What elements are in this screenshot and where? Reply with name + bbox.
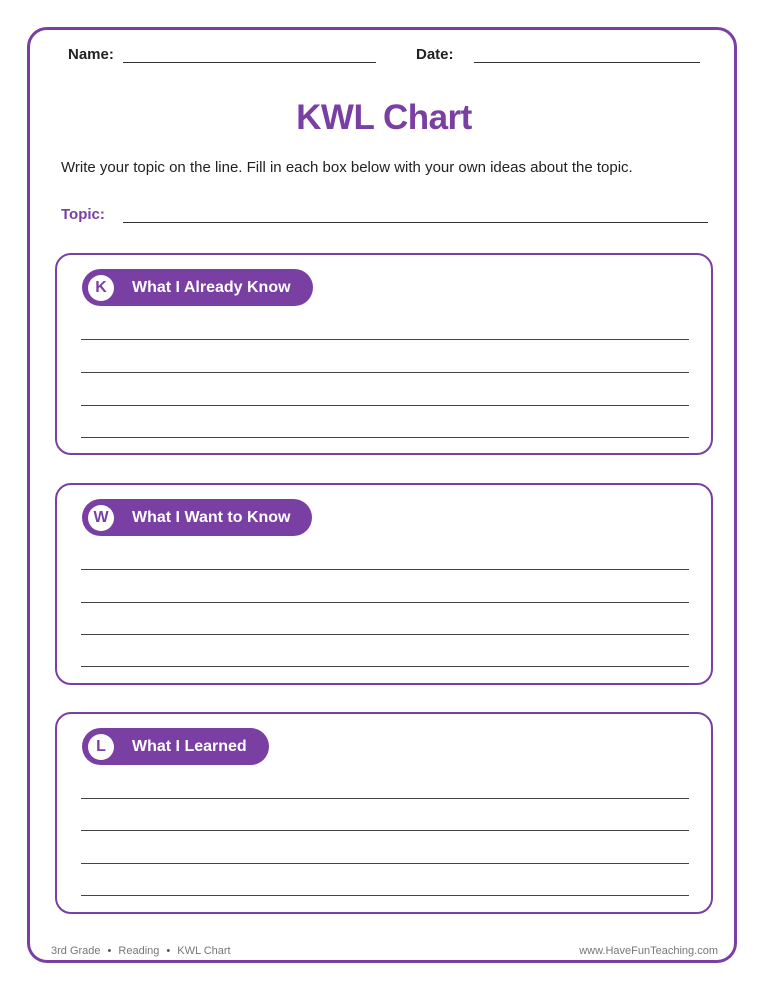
letter-badge-w: W [88, 505, 114, 531]
footer-worksheet: KWL Chart [177, 945, 231, 957]
date-field[interactable] [474, 62, 700, 63]
instructions-text: Write your topic on the line. Fill in each box below with your own ideas about the topic. [61, 159, 633, 176]
name-field[interactable] [123, 62, 376, 63]
section-learned [55, 712, 713, 914]
writing-line[interactable] [81, 569, 689, 570]
letter-badge-l: L [88, 734, 114, 760]
writing-line[interactable] [81, 437, 689, 438]
name-label: Name: [68, 46, 114, 63]
writing-line[interactable] [81, 634, 689, 635]
footer-grade: 3rd Grade [51, 945, 101, 957]
worksheet-title: KWL Chart [296, 98, 472, 137]
bullet-separator: • [166, 945, 171, 957]
topic-label: Topic: [61, 206, 105, 223]
writing-line[interactable] [81, 863, 689, 864]
section-header-learned [82, 728, 269, 765]
footer-subject: Reading [118, 945, 160, 957]
writing-line[interactable] [81, 666, 689, 667]
section-header-want [82, 499, 312, 536]
section-header-know [82, 269, 313, 306]
date-label: Date: [416, 46, 454, 63]
writing-line[interactable] [81, 602, 689, 603]
writing-line[interactable] [81, 339, 689, 340]
writing-line[interactable] [81, 895, 689, 896]
topic-field[interactable] [123, 222, 708, 223]
footer-site-link[interactable]: www.HaveFunTeaching.com [579, 945, 718, 957]
letter-badge-k: K [88, 275, 114, 301]
writing-line[interactable] [81, 372, 689, 373]
section-title-want: What I Want to Know [132, 508, 291, 526]
section-know [55, 253, 713, 455]
footer-breadcrumb [51, 945, 231, 957]
writing-line[interactable] [81, 405, 689, 406]
writing-line[interactable] [81, 798, 689, 799]
section-title-know: What I Already Know [132, 278, 291, 296]
section-want [55, 483, 713, 685]
bullet-separator: • [107, 945, 112, 957]
section-title-learned: What I Learned [132, 737, 247, 755]
writing-line[interactable] [81, 830, 689, 831]
